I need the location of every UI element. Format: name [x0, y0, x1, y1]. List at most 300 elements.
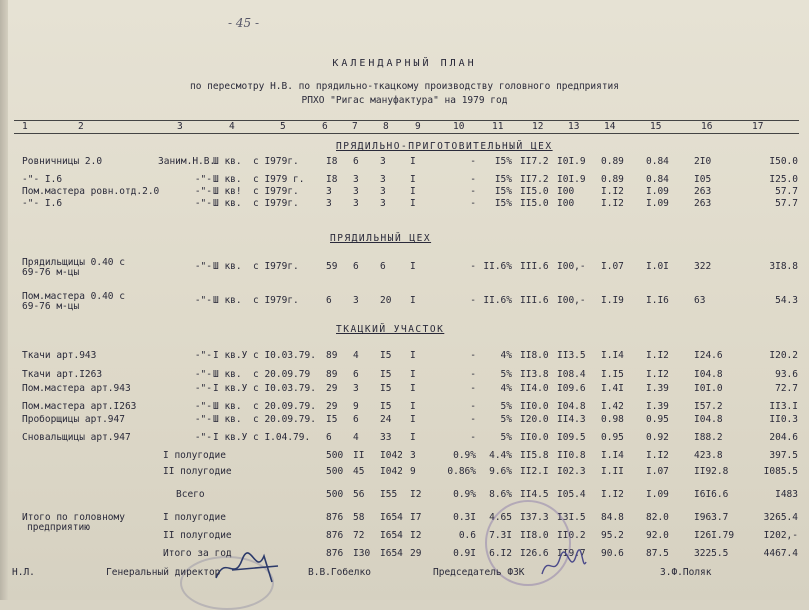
row-cell-c13: I09.6 [557, 383, 586, 394]
row-cell-c14: I.42 [601, 401, 624, 412]
row-cell-c10: - [470, 156, 476, 167]
row-cell-c8: 3 [380, 198, 386, 209]
total-cell-c17: I202,- [763, 530, 798, 541]
row-cell-c16: 263 [694, 186, 712, 197]
row-cell-c11: 4% [500, 350, 512, 361]
row-cell-c6: 59 [326, 261, 338, 272]
document-title: КАЛЕНДАРНЫЙ ПЛАН [332, 58, 477, 69]
subtotal-cell-c6: 500 [326, 466, 344, 477]
row-cell-c8: 3 [380, 186, 386, 197]
column-number: 15 [650, 121, 662, 132]
row-cell-c11: I5% [494, 174, 512, 185]
row-cell-c8: I5 [380, 369, 392, 380]
column-number: 10 [453, 121, 465, 132]
row-cell-c12: II0.0 [520, 401, 549, 412]
director-title: Генеральный директор [106, 567, 221, 578]
subtotal-cell-c9: I2 [410, 489, 422, 500]
row-cell-c13: II4.3 [557, 414, 586, 425]
subtotal-cell-c17: I085.5 [763, 466, 798, 477]
row-cell-c14: 0.98 [601, 414, 624, 425]
row-responsible: -"- [194, 174, 212, 185]
row-cell-c13: II3.5 [557, 350, 586, 361]
row-cell-c7: 4 [353, 350, 359, 361]
row-start-date: с I979г. [253, 295, 299, 306]
row-cell-c11: I5% [494, 198, 512, 209]
total-cell-c9: I2 [410, 530, 422, 541]
subtotal-cell-c14: I.II [601, 466, 624, 477]
subtotal-cell-c13: I02.3 [557, 466, 586, 477]
column-number: 11 [492, 121, 504, 132]
column-number: 9 [415, 121, 421, 132]
row-start-date: с 20.09.79. [253, 414, 316, 425]
director-name: В.В.Гобелко [308, 567, 371, 578]
row-cell-c9: I [410, 186, 416, 197]
row-start-date: с 20.09.79 [253, 369, 311, 380]
row-name: Ровничницы 2.0 [22, 156, 103, 167]
row-cell-c13: I04.8 [557, 401, 586, 412]
row-start-date: с I0.03.79. [253, 383, 316, 394]
row-cell-c7: 3 [353, 198, 359, 209]
row-cell-c13: I09.5 [557, 432, 586, 443]
subtotal-cell-c8: I042 [380, 466, 403, 477]
row-cell-c13: I0I.9 [557, 174, 586, 185]
row-cell-c16: I04.8 [694, 414, 723, 425]
row-cell-c7: 4 [353, 432, 359, 443]
row-cell-c17: 72.7 [775, 383, 798, 394]
row-cell-c6: 6 [326, 432, 332, 443]
row-name-line2: 69-76 м-цы [22, 301, 80, 312]
row-cell-c10: - [470, 414, 476, 425]
subtotal-cell-c15: I.09 [646, 489, 669, 500]
total-cell-c17: 3265.4 [763, 512, 798, 523]
row-cell-c9: I [410, 156, 416, 167]
row-cell-c12: II7.2 [520, 174, 549, 185]
total-cell-c8: I654 [380, 548, 403, 559]
row-start-date: с I.04.79. [253, 432, 311, 443]
row-quarter: Ш кв. [213, 401, 242, 412]
total-cell-c14: 95.2 [601, 530, 624, 541]
row-cell-c17: 3I8.8 [769, 261, 798, 272]
total-cell-c13: I3I.5 [557, 512, 586, 523]
row-cell-c17: II0.3 [769, 414, 798, 425]
row-quarter: Ш кв. [213, 261, 242, 272]
row-cell-c15: 0.84 [646, 174, 669, 185]
document-subtitle-org: РПХО "Ригас мануфактура" на 1979 год [301, 95, 508, 106]
row-cell-c14: I.I5 [601, 369, 624, 380]
row-responsible: -"- [194, 186, 212, 197]
row-quarter: Ш кв. [213, 156, 242, 167]
subtotal-cell-c14: I.I4 [601, 450, 624, 461]
row-cell-c8: 33 [380, 432, 392, 443]
row-quarter: Ш кв. [213, 174, 242, 185]
subtotal-cell-c17: 397.5 [769, 450, 798, 461]
row-cell-c17: I25.0 [769, 174, 798, 185]
subtotal-cell-c8: I55 [380, 489, 398, 500]
row-cell-c12: II4.0 [520, 383, 549, 394]
row-cell-c7: 6 [353, 369, 359, 380]
subtotal-cell-c9: 9 [410, 466, 416, 477]
subtotal-cell-c16: 423.8 [694, 450, 723, 461]
total-label: Итого за год [163, 548, 232, 559]
row-cell-c14: 0.89 [601, 174, 624, 185]
row-quarter: I кв.У [213, 383, 248, 394]
total-cell-c12: I26.6 [520, 548, 549, 559]
column-number: 12 [532, 121, 544, 132]
total-cell-c7: 72 [353, 530, 365, 541]
subtotal-cell-c15: I.I2 [646, 450, 669, 461]
column-number: 8 [383, 121, 389, 132]
row-cell-c15: I.39 [646, 383, 669, 394]
row-cell-c7: 3 [353, 174, 359, 185]
row-responsible: -"- [194, 383, 212, 394]
row-cell-c6: 3 [326, 186, 332, 197]
row-cell-c15: 0.84 [646, 156, 669, 167]
row-responsible: -"- [194, 414, 212, 425]
total-cell-c6: 876 [326, 548, 344, 559]
row-cell-c14: I.4I [601, 383, 624, 394]
row-cell-c12: II7.2 [520, 156, 549, 167]
row-cell-c8: 24 [380, 414, 392, 425]
row-cell-c16: I57.2 [694, 401, 723, 412]
row-responsible: -"- [194, 401, 212, 412]
total-label: II полугодие [163, 530, 232, 541]
row-cell-c9: I [410, 174, 416, 185]
total-cell-c15: 87.5 [646, 548, 669, 559]
section-spin-heading: ПРЯДИЛЬНЫЙ ЦЕХ [330, 233, 432, 244]
row-cell-c11: 5% [500, 401, 512, 412]
row-cell-c8: 20 [380, 295, 392, 306]
row-cell-c8: 3 [380, 174, 386, 185]
row-cell-c16: 322 [694, 261, 712, 272]
row-cell-c13: I00,- [557, 261, 586, 272]
totals-label: Итого по головному [22, 512, 125, 523]
row-cell-c6: 89 [326, 350, 338, 361]
subtotal-cell-c11: 8.6% [489, 489, 512, 500]
row-responsible: -"- [194, 198, 212, 209]
column-number: 14 [604, 121, 616, 132]
row-cell-c7: 6 [353, 261, 359, 272]
row-cell-c6: 29 [326, 401, 338, 412]
subtotal-cell-c7: 45 [353, 466, 365, 477]
total-cell-c13: II9.7 [557, 548, 586, 559]
subtotal-label: II полугодие [163, 466, 232, 477]
row-cell-c11: 4% [500, 383, 512, 394]
row-start-date: с 20.09.79. [253, 401, 316, 412]
row-cell-c7: 9 [353, 401, 359, 412]
row-cell-c6: I8 [326, 174, 338, 185]
row-cell-c10: - [470, 383, 476, 394]
row-quarter: Ш кв. [213, 369, 242, 380]
row-cell-c16: I0I.0 [694, 383, 723, 394]
row-cell-c11: 5% [500, 414, 512, 425]
row-quarter: Ш кв. [213, 198, 242, 209]
row-cell-c6: 89 [326, 369, 338, 380]
page-number: - 45 - [228, 16, 260, 30]
subtotal-cell-c13: II0.8 [557, 450, 586, 461]
row-start-date: с I0.03.79. [253, 350, 316, 361]
row-cell-c15: I.I2 [646, 350, 669, 361]
row-cell-c10: - [470, 186, 476, 197]
subtotal-cell-c10: 0.9% [453, 489, 476, 500]
row-responsible: -"- [194, 295, 212, 306]
row-name-line2: 69-76 м-цы [22, 267, 80, 278]
row-name: Пом.мастера арт.I263 [22, 401, 137, 412]
total-cell-c8: I654 [380, 512, 403, 523]
row-cell-c17: 93.6 [775, 369, 798, 380]
subtotal-cell-c11: 9.6% [489, 466, 512, 477]
chair-signature [538, 548, 588, 584]
subtotal-cell-c6: 500 [326, 489, 344, 500]
column-number: 5 [280, 121, 286, 132]
total-cell-c10: 0.3I [453, 512, 476, 523]
row-cell-c12: II5.0 [520, 186, 549, 197]
subtotal-cell-c15: I.07 [646, 466, 669, 477]
row-cell-c8: I5 [380, 383, 392, 394]
row-name: Пом.мастера ровн.отд.2.0 [22, 186, 160, 197]
row-cell-c16: I04.8 [694, 369, 723, 380]
row-responsible: Заним.Н.В. [158, 156, 216, 167]
row-cell-c9: I [410, 383, 416, 394]
subtotal-cell-c10: 0.9% [453, 450, 476, 461]
total-cell-c12: I37.3 [520, 512, 549, 523]
row-cell-c6: 6 [326, 295, 332, 306]
row-name: Проборщицы арт.947 [22, 414, 125, 425]
row-cell-c13: I00,- [557, 295, 586, 306]
row-cell-c12: I20.0 [520, 414, 549, 425]
row-cell-c12: II5.0 [520, 198, 549, 209]
row-cell-c14: 0.89 [601, 156, 624, 167]
row-cell-c16: 263 [694, 198, 712, 209]
row-name: Прядильщицы 0.40 с [22, 257, 125, 268]
row-start-date: с I979г. [253, 198, 299, 209]
row-cell-c17: 57.7 [775, 198, 798, 209]
left-margin-mark: Н.Л. [12, 567, 35, 578]
row-cell-c17: I50.0 [769, 156, 798, 167]
row-responsible: -"- [194, 369, 212, 380]
column-number: 7 [352, 121, 358, 132]
row-cell-c6: 29 [326, 383, 338, 394]
total-cell-c15: 92.0 [646, 530, 669, 541]
row-quarter: Ш кв. [213, 414, 242, 425]
row-cell-c15: I.39 [646, 401, 669, 412]
row-cell-c7: 6 [353, 156, 359, 167]
section-prep-heading: ПРЯДИЛЬНО-ПРИГОТОВИТЕЛЬНЫЙ ЦЕХ [336, 141, 553, 152]
total-cell-c11: 6.I2 [489, 548, 512, 559]
subtotal-cell-c7: II [353, 450, 365, 461]
row-cell-c10: - [470, 369, 476, 380]
row-cell-c15: I.I2 [646, 369, 669, 380]
row-cell-c13: I08.4 [557, 369, 586, 380]
row-cell-c11: 5% [500, 432, 512, 443]
row-cell-c10: - [470, 350, 476, 361]
subtotal-cell-c6: 500 [326, 450, 344, 461]
subtotal-cell-c16: II92.8 [694, 466, 729, 477]
subtotal-cell-c14: I.I2 [601, 489, 624, 500]
subtotal-cell-c12: II4.5 [520, 489, 549, 500]
row-cell-c10: - [470, 174, 476, 185]
row-cell-c11: II.6% [483, 261, 512, 272]
row-cell-c17: 57.7 [775, 186, 798, 197]
row-cell-c10: - [470, 198, 476, 209]
total-cell-c16: I963.7 [694, 512, 729, 523]
total-cell-c14: 90.6 [601, 548, 624, 559]
row-cell-c7: 3 [353, 186, 359, 197]
row-name: -"- I.6 [22, 198, 63, 209]
totals-label-line2: предприятию [27, 522, 90, 533]
row-quarter: Ш кв. [213, 295, 242, 306]
total-cell-c11: 4.65 [489, 512, 512, 523]
row-cell-c12: III.6 [520, 261, 549, 272]
subtotal-cell-c11: 4.4% [489, 450, 512, 461]
row-name: Пом.мастера 0.40 с [22, 291, 125, 302]
section-weave-heading: ТКАЦКИЙ УЧАСТОК [336, 324, 445, 335]
row-name: Сновальщицы арт.947 [22, 432, 131, 443]
row-cell-c9: I [410, 369, 416, 380]
row-cell-c14: 0.95 [601, 432, 624, 443]
row-cell-c10: - [470, 295, 476, 306]
total-cell-c16: 3225.5 [694, 548, 729, 559]
row-cell-c9: I [410, 350, 416, 361]
subtotal-cell-c13: I05.4 [557, 489, 586, 500]
row-cell-c9: I [410, 432, 416, 443]
total-cell-c8: I654 [380, 530, 403, 541]
chair-title: Председатель ФЗК [433, 567, 525, 578]
row-cell-c8: I5 [380, 401, 392, 412]
subtotal-cell-c8: I042 [380, 450, 403, 461]
total-cell-c6: 876 [326, 512, 344, 523]
row-cell-c13: I0I.9 [557, 156, 586, 167]
row-cell-c17: 204.6 [769, 432, 798, 443]
row-cell-c16: 2I0 [694, 156, 712, 167]
row-cell-c15: I.I6 [646, 295, 669, 306]
row-cell-c7: 3 [353, 383, 359, 394]
row-cell-c9: I [410, 295, 416, 306]
row-cell-c12: II0.0 [520, 432, 549, 443]
column-number: 17 [752, 121, 764, 132]
row-cell-c9: I [410, 198, 416, 209]
row-cell-c8: 6 [380, 261, 386, 272]
row-cell-c6: 3 [326, 198, 332, 209]
row-start-date: с I979г. [253, 186, 299, 197]
column-number: 6 [322, 121, 328, 132]
row-name: Пом.мастера арт.943 [22, 383, 131, 394]
subtotal-cell-c16: I6I6.6 [694, 489, 729, 500]
row-cell-c15: I.09 [646, 198, 669, 209]
row-cell-c11: II.6% [483, 295, 512, 306]
subtotal-cell-c7: 56 [353, 489, 365, 500]
document-subtitle: по пересмотру Н.В. по прядильно-ткацкому производству головного предприятия [190, 81, 619, 92]
row-name: Ткачи арт.943 [22, 350, 97, 361]
row-cell-c16: I05 [694, 174, 712, 185]
row-cell-c16: I24.6 [694, 350, 723, 361]
row-cell-c11: I5% [494, 156, 512, 167]
column-number: 16 [701, 121, 713, 132]
row-cell-c15: I.0I [646, 261, 669, 272]
subtotal-cell-c12: II5.8 [520, 450, 549, 461]
row-responsible: -"- [194, 350, 212, 361]
row-cell-c9: I [410, 261, 416, 272]
column-number: 2 [78, 121, 84, 132]
total-cell-c9: 29 [410, 548, 422, 559]
column-number: 3 [177, 121, 183, 132]
row-cell-c11: I5% [494, 186, 512, 197]
total-cell-c13: II0.2 [557, 530, 586, 541]
total-cell-c10: 0.6 [458, 530, 476, 541]
row-cell-c16: I88.2 [694, 432, 723, 443]
row-quarter: Ш кв! [213, 186, 242, 197]
column-number: 13 [568, 121, 580, 132]
row-cell-c12: III.6 [520, 295, 549, 306]
subtotal-label: Всего [176, 489, 205, 500]
row-cell-c12: II3.8 [520, 369, 549, 380]
row-cell-c9: I [410, 401, 416, 412]
subtotal-cell-c9: 3 [410, 450, 416, 461]
row-cell-c7: 3 [353, 295, 359, 306]
row-cell-c12: II8.0 [520, 350, 549, 361]
row-cell-c11: 5% [500, 369, 512, 380]
row-cell-c13: I00 [557, 198, 575, 209]
total-cell-c10: 0.9I [453, 548, 476, 559]
row-start-date: с I979г. [253, 261, 299, 272]
subtotal-cell-c17: I483 [775, 489, 798, 500]
row-cell-c9: I [410, 414, 416, 425]
total-cell-c14: 84.8 [601, 512, 624, 523]
row-cell-c8: I5 [380, 350, 392, 361]
total-cell-c12: II8.0 [520, 530, 549, 541]
row-start-date: с I979г. [253, 156, 299, 167]
row-start-date: с I979 г. [253, 174, 305, 185]
row-responsible: -"- [194, 261, 212, 272]
row-cell-c17: I20.2 [769, 350, 798, 361]
total-cell-c17: 4467.4 [763, 548, 798, 559]
director-signature [212, 548, 282, 588]
subtotal-cell-c10: 0.86% [447, 466, 476, 477]
row-cell-c10: - [470, 261, 476, 272]
row-cell-c7: 6 [353, 414, 359, 425]
total-cell-c16: I26I.79 [694, 530, 735, 541]
row-cell-c15: 0.95 [646, 414, 669, 425]
row-cell-c14: I.07 [601, 261, 624, 272]
total-cell-c15: 82.0 [646, 512, 669, 523]
total-cell-c9: I7 [410, 512, 422, 523]
total-cell-c6: 876 [326, 530, 344, 541]
row-cell-c6: I8 [326, 156, 338, 167]
subtotal-cell-c12: II2.I [520, 466, 549, 477]
row-cell-c17: II3.I [769, 401, 798, 412]
row-cell-c15: I.09 [646, 186, 669, 197]
total-label: I полугодие [163, 512, 226, 523]
row-quarter: I кв.У [213, 432, 248, 443]
header-rule-top [14, 120, 799, 121]
row-cell-c10: - [470, 401, 476, 412]
row-cell-c6: I5 [326, 414, 338, 425]
row-responsible: -"- [194, 432, 212, 443]
row-cell-c17: 54.3 [775, 295, 798, 306]
column-number: 4 [229, 121, 235, 132]
row-cell-c13: I00 [557, 186, 575, 197]
row-cell-c8: 3 [380, 156, 386, 167]
total-cell-c11: 7.3I [489, 530, 512, 541]
row-cell-c14: I.I9 [601, 295, 624, 306]
row-cell-c14: I.I2 [601, 198, 624, 209]
chair-name: З.Ф.Поляк [660, 567, 712, 578]
row-cell-c14: I.I2 [601, 186, 624, 197]
row-cell-c14: I.I4 [601, 350, 624, 361]
row-cell-c16: 63 [694, 295, 706, 306]
total-cell-c7: 58 [353, 512, 365, 523]
row-cell-c10: - [470, 432, 476, 443]
header-rule-bottom [14, 133, 799, 134]
